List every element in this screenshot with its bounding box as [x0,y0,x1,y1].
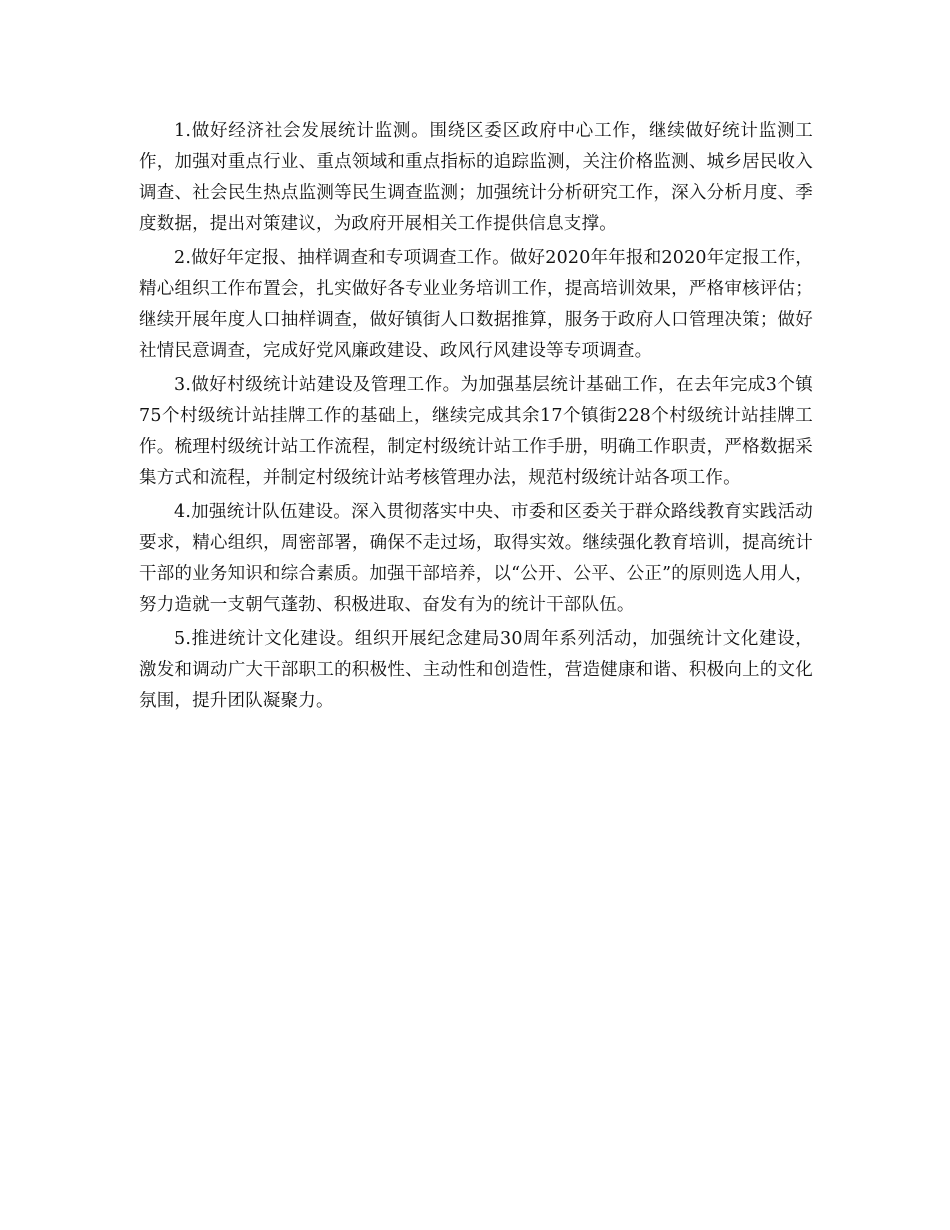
paragraph-2: 2.做好年定报、抽样调查和专项调查工作。做好2020年年报和2020年定报工作，精心组织工作布置会，扎实做好各专业业务培训工作，提高培训效果，严格审核评估；继续开展年度人口抽样调查，做好镇街人口数据推算，服务于政府人口管理决策；做好社情民意调查，完成好党风廉政建设、政风行风建设等专项调查。 [139,248,813,361]
document-body [139,116,813,720]
paragraph-1: 1.做好经济社会发展统计监测。围绕区委区政府中心工作，继续做好统计监测工作，加强对重点行业、重点领域和重点指标的追踪监测，关注价格监测、城乡居民收入调查、社会民生热点监测等民生调查监测；加强统计分析研究工作，深入分析月度、季度数据，提出对策建议，为政府开展相关工作提供信息支撑。 [139,121,813,234]
paragraph-5: 5.推进统计文化建设。组织开展纪念建局30周年系列活动，加强统计文化建设，激发和调动广大干部职工的积极性、主动性和创造性，营造健康和谐、积极向上的文化氛围，提升团队凝聚力。 [139,629,813,711]
paragraph-3: 3.做好村级统计站建设及管理工作。为加强基层统计基础工作，在去年完成3个镇75个村级统计站挂牌工作的基础上，继续完成其余17个镇街228个村级统计站挂牌工作。梳理村级统计站工作流程，制定村级统计站工作手册，明确工作职责，严格数据采集方式和流程，并制定村级统计站考核管理办法，规范村级统计站各项工作。 [139,375,813,488]
paragraph-4: 4.加强统计队伍建设。深入贯彻落实中央、市委和区委关于群众路线教育实践活动要求，精心组织，周密部署，确保不走过场，取得实效。继续强化教育培训，提高统计干部的业务知识和综合素质。加强干部培养，以“公开、公平、公正”的原则选人用人，努力造就一支朝气蓬勃、积极进取、奋发有为的统计干部队伍。 [139,502,813,615]
